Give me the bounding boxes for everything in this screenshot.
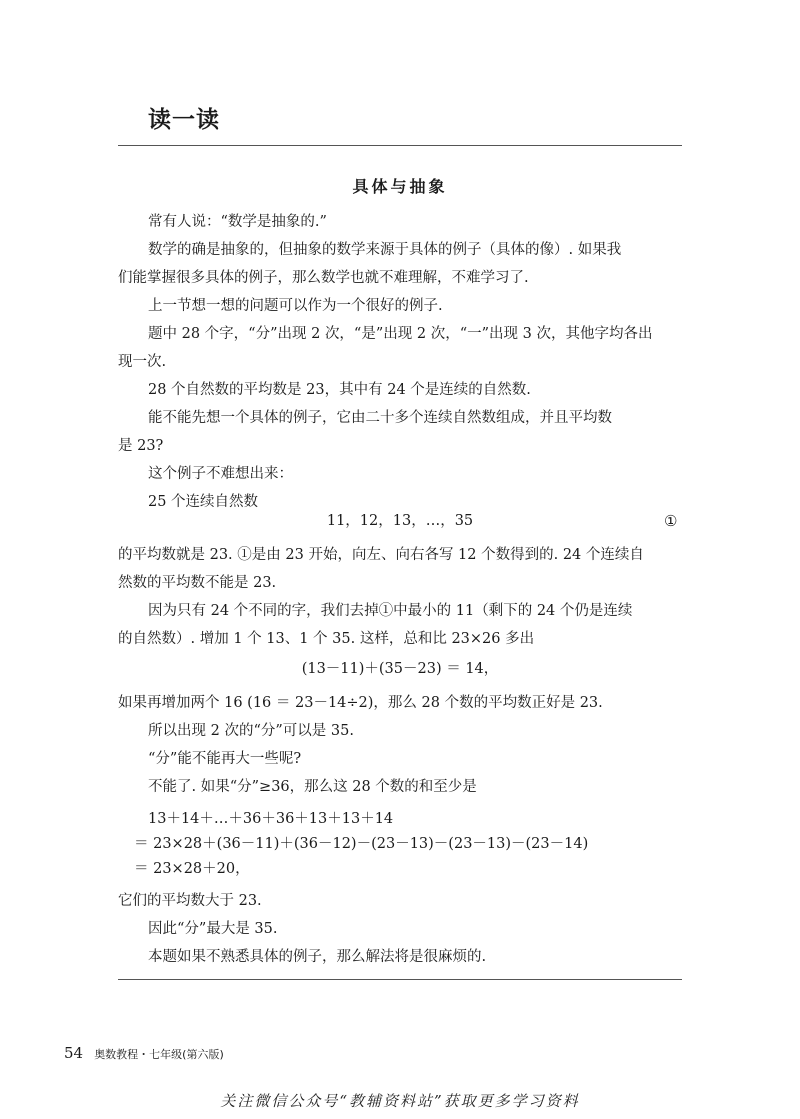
sum-formula-line: ＝ 23×28＋(36－11)＋(36－12)－(23－13)－(23－13)－(23－14) [134,836,589,852]
paragraph-line: 不能了. 如果“分”≥36，那么这 28 个数的和至少是 [148,779,477,795]
difference-formula: (13－11)＋(35－23) ＝ 14， [301,661,499,677]
paragraph-line: 如果再增加两个 16 (16 ＝ 23－14÷2)，那么 28 个数的平均数正好是 23. [118,695,603,711]
paragraph-line: 的平均数就是 23. ①是由 23 开始，向左、向右各写 12 个数得到的. 24 个连续自 [118,547,644,563]
page-number: 54 [64,1044,84,1062]
paragraph-line: “分”能不能再大一些呢? [148,751,302,767]
paragraph-line: 所以出现 2 次的“分”可以是 35. [148,723,354,739]
paragraph-line: 因此“分”最大是 35. [148,921,278,937]
paragraph-line: 题中 28 个字，“分”出现 2 次，“是”出现 2 次，“一”出现 3 次，其他字均各出 [148,326,653,342]
watermark-text: 关注微信公众号“教辅资料站”获取更多学习资料 [220,1092,580,1110]
paragraph-line: 数学的确是抽象的，但抽象的数学来源于具体的例子（具体的像）. 如果我 [148,242,622,258]
paragraph-line: 28 个自然数的平均数是 23，其中有 24 个是连续的自然数. [148,382,531,398]
page-footer [64,1043,224,1065]
paragraph-line: 的自然数）. 增加 1 个 13、1 个 35. 这样，总和比 23×26 多出 [118,631,535,647]
paragraph-line: 现一次. [118,354,167,370]
paragraph-line: 它们的平均数大于 23. [118,893,262,909]
equation-number-marker: ① [664,512,678,530]
paragraph-line: 上一节想一想的问题可以作为一个很好的例子. [148,298,443,314]
paragraph-line: 常有人说：“数学是抽象的.” [148,214,327,230]
book-title: 奥数教程・七年级(第六版) [94,1048,224,1061]
paragraph-line: 因为只有 24 个不同的字，我们去掉①中最小的 11（剩下的 24 个仍是连续 [148,603,633,619]
paragraph-line: 本题如果不熟悉具体的例子，那么解法将是很麻烦的. [148,949,487,965]
sum-formula-line: ＝ 23×28＋20， [134,861,250,877]
section-heading: 读一读 [148,107,220,133]
bottom-divider [118,979,682,980]
top-divider [118,145,682,146]
paragraph-line: 们能掌握很多具体的例子，那么数学也就不难理解，不难学习了. [118,270,529,286]
paragraph-line: 25 个连续自然数 [148,494,259,510]
article-title: 具体与抽象 [352,177,448,196]
paragraph-line: 是 23? [118,438,164,454]
paragraph-line: 然数的平均数不能是 23. [118,575,277,591]
paragraph-line: 能不能先想一个具体的例子，它由二十多个连续自然数组成，并且平均数 [148,410,612,426]
paragraph-line: 这个例子不难想出来： [148,466,293,482]
sum-formula-line: 13＋14＋…＋36＋36＋13＋13＋14 [148,811,394,827]
sequence-formula: 11，12，13，…，35 [326,513,474,529]
